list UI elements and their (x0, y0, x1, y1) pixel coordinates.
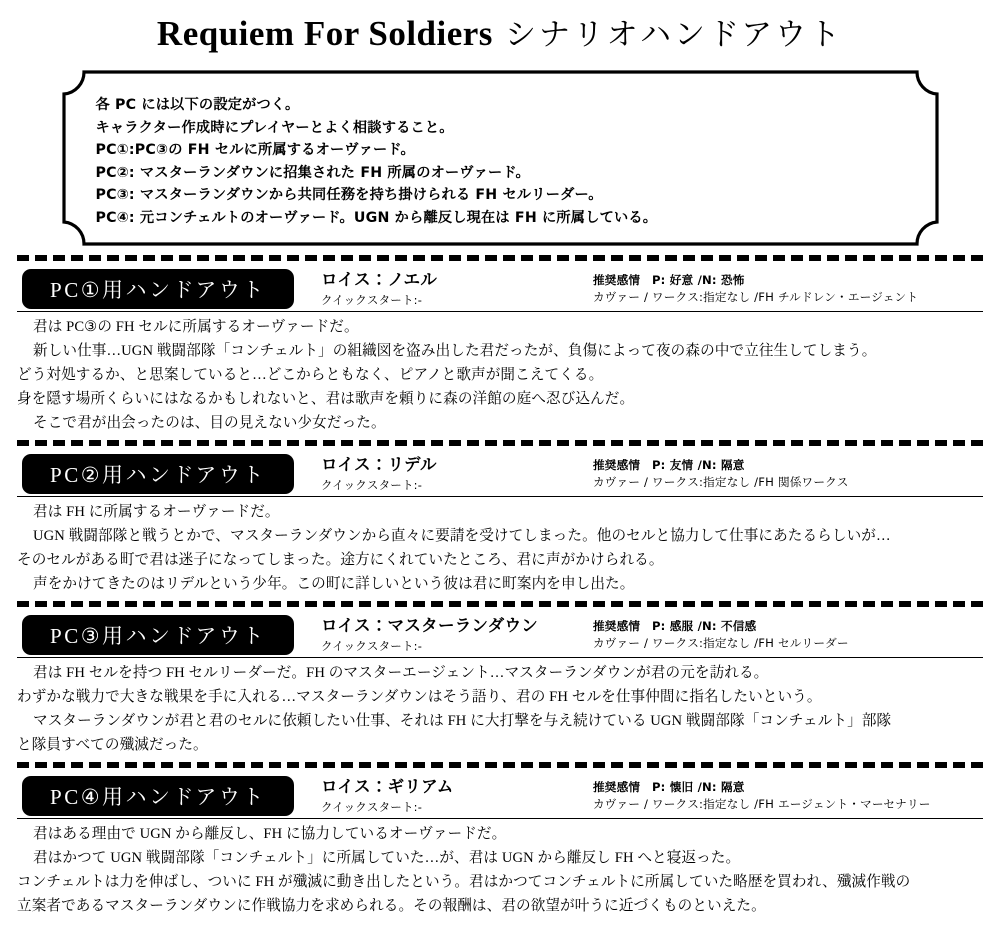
body-line: 君は FH セルを持つ FH セルリーダーだ。FH のマスターエージェント…マスターランダウンが君の元を訪れる。 (33, 665, 769, 681)
recommended-emotion: 推奨感情 P: 友情 /N: 隔意 (593, 458, 745, 472)
handout-header (0, 446, 1000, 492)
body-line: コンチェルトは力を伸ばし、ついに FH が殲滅に動き出したという。君はかつてコンチェルトに所属していた略歴を買われ、殲滅作戦の (17, 874, 911, 890)
recommended-emotion: 推奨感情 P: 感服 /N: 不信感 (593, 619, 757, 633)
recommended-emotion: 推奨感情 P: 懐旧 /N: 隔意 (593, 780, 745, 794)
handout-lois-block (321, 776, 593, 815)
recommended-emotion: 推奨感情 P: 好意 /N: 恐怖 (593, 273, 745, 287)
handout-section-pc3 (0, 601, 1000, 757)
body-line: 君は FH に所属するオーヴァードだ。 (33, 504, 280, 520)
section-solid-divider (17, 311, 983, 312)
body-line: どう対処するか、と思案していると…どこからともなく、ピアノと歌声が聞こえてくる。 (17, 367, 604, 383)
section-solid-divider (17, 818, 983, 819)
intro-line: キャラクター作成時にプレイヤーとよく相談すること。 (95, 119, 454, 136)
handout-stats-block (593, 269, 1000, 305)
handout-lois-block (321, 454, 593, 493)
page-title (0, 0, 1000, 51)
intro-line: 各 PC には以下の設定がつく。 (95, 97, 300, 113)
body-line: そのセルがある町で君は迷子になってしまった。途方にくれていたところ、君に声がかけられる。 (17, 552, 664, 568)
handout-lois-block (321, 269, 593, 308)
lois-label: ロイス：ギリアム (321, 777, 454, 796)
body-line: 身を隠す場所くらいにはなるかもしれないと、君は歌声を頼りに森の洋館の庭へ忍び込んだ。 (17, 391, 635, 407)
page-title-english: Requiem For Soldiers (156, 14, 493, 53)
pc-handout-badge: PC④用ハンドアウト (22, 776, 294, 816)
intro-line: PC①:PC③の FH セルに所属するオーヴァード。 (95, 142, 415, 158)
body-line: わずかな戦力で大きな戦果を手に入れる…マスターランダウンはそう語り、君の FH セルを仕事仲間に指名したいという。 (17, 689, 822, 705)
lois-label: ロイス：リデル (321, 455, 437, 474)
pc-handout-badge: PC①用ハンドアウト (22, 269, 294, 309)
body-line: 君はかつて UGN 戦闘部隊「コンチェルト」に所属していた…が、君は UGN から離反し FH へと寝返った。 (33, 850, 741, 866)
body-line: そこで君が出会ったのは、目の見えない少女だった。 (33, 415, 386, 431)
body-line: マスターランダウンが君と君のセルに依頼したい仕事、それは FH に大打撃を与え続けている UGN 戦闘部隊「コンチェルト」部隊 (33, 713, 892, 729)
quickstart-label: クイックスタート:- (321, 800, 423, 814)
handout-body-text (17, 315, 983, 435)
body-line: 君は PC③の FH セルに所属するオーヴァードだ。 (33, 319, 359, 335)
pc-handout-badge: PC②用ハンドアウト (22, 454, 294, 494)
body-line: 君はある理由で UGN から離反し、FH に協力しているオーヴァードだ。 (33, 826, 507, 842)
section-solid-divider (17, 657, 983, 658)
cover-works: カヴァー / ワークス:指定なし /FH 関係ワークス (593, 475, 849, 489)
handout-section-pc4 (0, 762, 1000, 918)
lois-label: ロイス：マスターランダウン (321, 616, 539, 635)
pc-handout-badge: PC③用ハンドアウト (22, 615, 294, 655)
handout-body-text (17, 822, 983, 918)
intro-text (96, 94, 909, 230)
body-line: 立案者であるマスターランダウンに作戦協力を求められる。その報酬は、君の欲望が叶うに近づくものといえた。 (17, 898, 766, 914)
handout-section-pc1 (0, 255, 1000, 435)
handout-lois-block (321, 615, 593, 654)
handout-stats-block (593, 776, 1000, 812)
cover-works: カヴァー / ワークス:指定なし /FH チルドレン・エージェント (593, 290, 919, 304)
handout-header (0, 768, 1000, 814)
intro-plaque (62, 70, 939, 246)
body-line: 新しい仕事…UGN 戦闘部隊「コンチェルト」の組織図を盗み出した君だったが、負傷によって夜の森の中で立往生してしまう。 (33, 343, 877, 359)
intro-line: PC②: マスターランダウンに招集された FH 所属のオーヴァード。 (95, 164, 530, 181)
handout-header (0, 261, 1000, 307)
cover-works: カヴァー / ワークス:指定なし /FH セルリーダー (593, 636, 849, 650)
section-solid-divider (17, 496, 983, 497)
page-title-japanese: シナリオハンドアウト (504, 17, 844, 53)
body-line: と隊員すべての殲滅だった。 (17, 737, 208, 753)
handout-stats-block (593, 615, 1000, 651)
body-line: 声をかけてきたのはリデルという少年。この町に詳しいという彼は君に町案内を申し出た。 (33, 576, 635, 592)
handout-body-text (17, 661, 983, 757)
handout-body-text (17, 500, 983, 596)
intro-line: PC④: 元コンチェルトのオーヴァード。UGN から離反し現在は FH に所属している。 (95, 209, 658, 226)
body-line: UGN 戦闘部隊と戦うとかで、マスターランダウンから直々に要請を受けてしまった。他のセルと協力して仕事にあたるらしいが… (33, 528, 891, 544)
quickstart-label: クイックスタート:- (321, 639, 423, 653)
handout-section-pc2 (0, 440, 1000, 596)
intro-line: PC③: マスターランダウンから共同任務を持ち掛けられる FH セルリーダー。 (95, 187, 603, 203)
quickstart-label: クイックスタート:- (321, 293, 423, 307)
quickstart-label: クイックスタート:- (321, 478, 423, 492)
handout-stats-block (593, 454, 1000, 490)
lois-label: ロイス：ノエル (321, 270, 438, 289)
cover-works: カヴァー / ワークス:指定なし /FH エージェント・マーセナリー (593, 797, 931, 811)
handout-header (0, 607, 1000, 653)
